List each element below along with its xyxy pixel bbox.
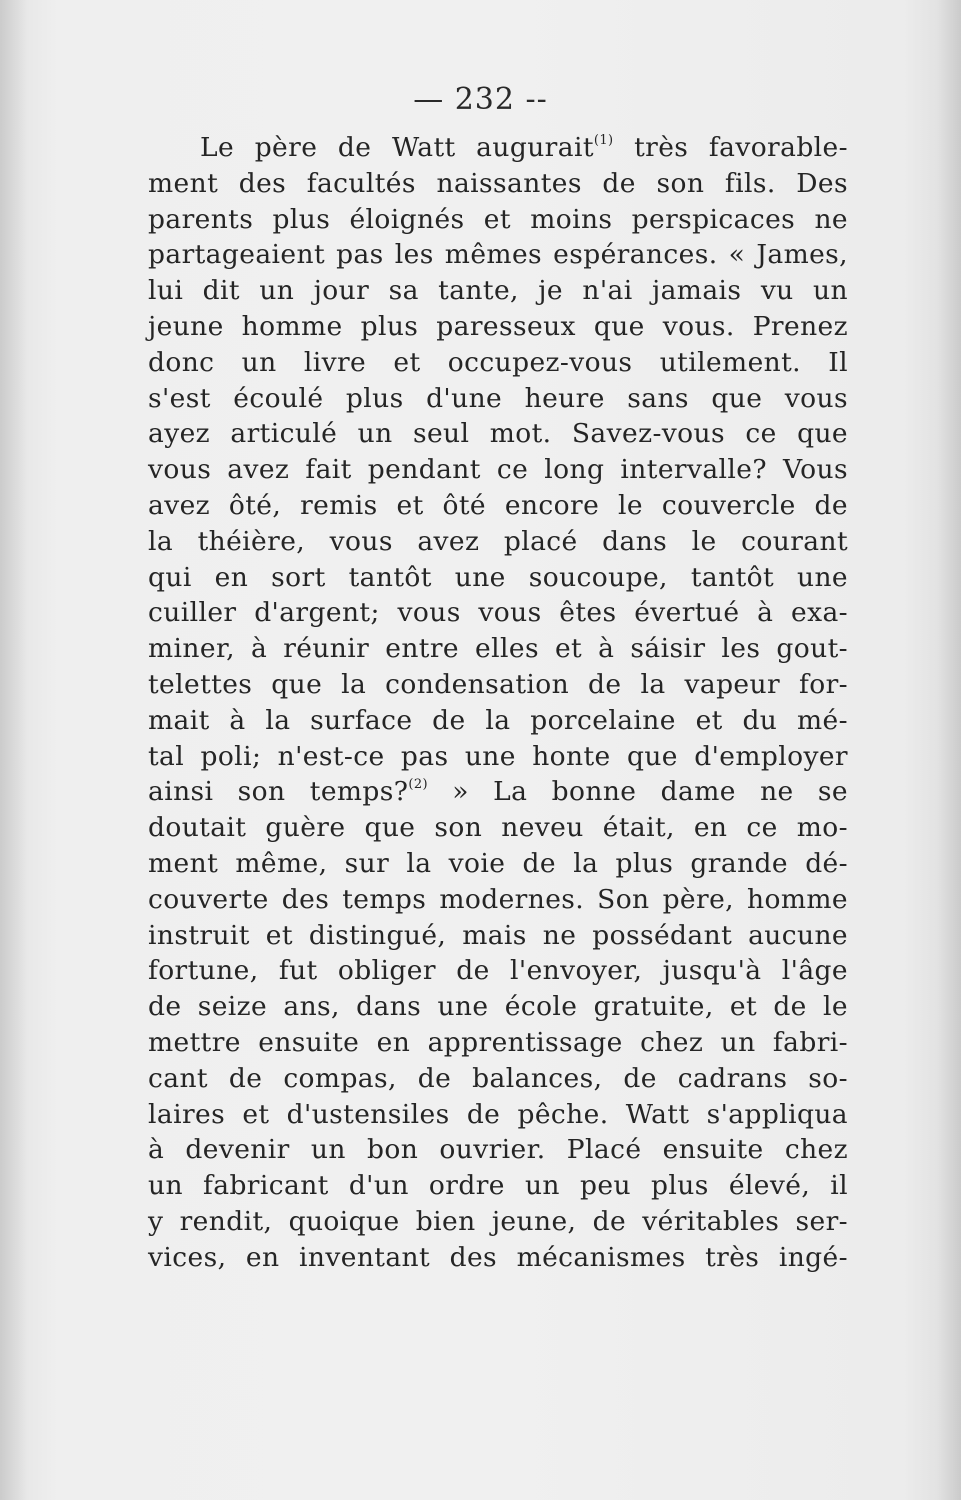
text-line: cuiller d'argent; vous vous êtes évertué à exa- (148, 597, 848, 629)
page-edge-shadow (937, 0, 961, 1500)
text-line: mettre ensuite en apprentissage chez un fabri- (148, 1026, 848, 1058)
text-line: y rendit, quoique bien jeune, de véritables ser- (148, 1205, 848, 1237)
text-line: avez ôté, remis et ôté encore le couvercle de (148, 489, 848, 521)
text-line: s'est écoulé plus d'une heure sans que vous (148, 382, 848, 414)
footnote-marker: (1) (593, 133, 614, 148)
text-line: lui dit un jour sa tante, je n'ai jamais vu un (148, 275, 848, 307)
text-line: donc un livre et occupez-vous utilement. Il (148, 346, 848, 378)
text-line: couverte des temps modernes. Son père, homme (148, 883, 848, 915)
text-line: vous avez fait pendant ce long intervalle? Vous (148, 454, 848, 486)
text-line: tal poli; n'est-ce pas une honte que d'employer (148, 740, 848, 772)
text-line: fortune, fut obliger de l'envoyer, jusqu'à l'âge (148, 955, 848, 987)
text-line: ment des facultés naissantes de son fils. Des (148, 167, 848, 199)
text-line: partageaient pas les mêmes espérances. « James, (148, 239, 848, 271)
text-line: qui en sort tantôt une soucoupe, tantôt une (148, 561, 848, 593)
text-line: la théière, vous avez placé dans le courant (148, 525, 848, 557)
text-line: laires et d'ustensiles de pêche. Watt s'appliqua (148, 1098, 848, 1130)
text-line: ayez articulé un seul mot. Savez-vous ce que (148, 418, 848, 450)
text-line: parents plus éloignés et moins perspicaces ne (148, 203, 848, 235)
text-line: instruit et distingué, mais ne possédant aucune (148, 919, 848, 951)
text-line: cant de compas, de balances, de cadrans so- (148, 1062, 848, 1094)
text-line: ainsi son temps?$^{(2)}$ » La bonne dame ne se (148, 776, 848, 808)
text-line: telettes que la condensation de la vapeur for- (148, 668, 848, 700)
text-line: un fabricant d'un ordre un peu plus élevé, il (148, 1170, 848, 1202)
text-line: jeune homme plus paresseux que vous. Prenez (148, 310, 848, 342)
footnote-marker: (2) (408, 777, 429, 793)
page-number: — 232 -- (413, 82, 548, 117)
text-line: doutait guère que son neveu était, en ce mo- (148, 812, 848, 844)
text-line: de seize ans, dans une école gratuite, et de le (148, 991, 848, 1023)
text-line: à devenir un bon ouvrier. Placé ensuite chez (148, 1134, 848, 1166)
text-line: vices, en inventant des mécanismes très ingé- (148, 1241, 848, 1273)
text-line: miner, à réunir entre elles et à sáisir les gout- (148, 633, 848, 665)
body-paragraph (148, 130, 848, 1276)
text-line: Le père de Watt augurait$^{(1)}$ très favorable- (200, 132, 848, 163)
spine-shadow (0, 0, 28, 1500)
text-line: ment même, sur la voie de la plus grande dé- (148, 847, 848, 879)
text-line: mait à la surface de la porcelaine et du mé- (148, 704, 848, 736)
